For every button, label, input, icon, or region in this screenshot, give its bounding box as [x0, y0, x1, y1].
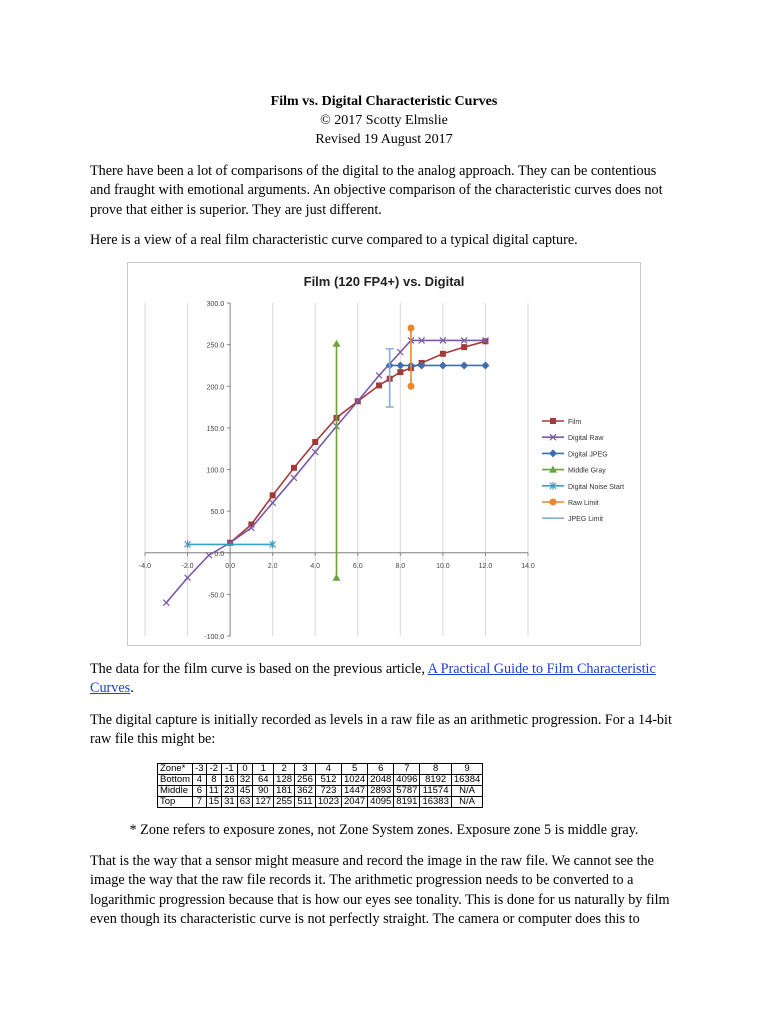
table-cell: 8 — [206, 775, 222, 786]
table-cell: 723 — [315, 786, 341, 797]
film-point — [461, 344, 467, 350]
legend-label-jpeg-limit: JPEG Limit — [568, 516, 604, 524]
legend-label-film: Film — [568, 419, 582, 426]
film-point — [440, 351, 446, 357]
zone-footnote: * Zone refers to exposure zones, not Zone System zones. Exposure zone 5 is middle gray. — [129, 822, 639, 838]
x-tick-label: 12.0 — [478, 562, 493, 570]
chart-svg — [128, 263, 640, 645]
x-tick-label: 0.0 — [225, 562, 235, 570]
legend-label-digital-noise-start: Digital Noise Start — [568, 483, 625, 491]
table-cell: 4 — [315, 764, 341, 775]
digital-raw-point — [163, 600, 169, 606]
table-cell: 16384 — [451, 775, 482, 786]
table-cell: 8 — [420, 764, 451, 775]
table-cell: 16383 — [420, 797, 451, 808]
table-row — [158, 786, 483, 797]
y-tick-label: -50.0 — [208, 592, 225, 600]
legend-label-digital-raw: Digital Raw — [568, 435, 604, 443]
series-digital-jpeg — [386, 361, 490, 369]
table-cell: 127 — [253, 797, 274, 808]
series-raw-limit — [407, 324, 414, 389]
y-tick-label: 150.0 — [206, 425, 225, 433]
table-cell: 8191 — [394, 797, 420, 808]
table-cell: 511 — [295, 797, 316, 808]
legend-marker-film — [550, 418, 556, 424]
table-cell: 512 — [315, 775, 341, 786]
table-cell: 9 — [451, 764, 482, 775]
table-cell: 4095 — [368, 797, 394, 808]
table-cell: 255 — [274, 797, 295, 808]
table-cell: N/A — [451, 786, 482, 797]
raw-limit-point — [407, 324, 414, 331]
practical-guide-link[interactable]: A Practical Guide to Film Characteristic Curves — [90, 661, 656, 697]
table-cell: 1447 — [342, 786, 368, 797]
x-tick-label: 14.0 — [521, 562, 535, 570]
zone-levels-table — [157, 763, 483, 808]
table-cell: -3 — [193, 764, 206, 775]
table-cell: 45 — [237, 786, 253, 797]
film-point — [312, 439, 318, 445]
table-cell: 3 — [295, 764, 316, 775]
x-tick-label: 8.0 — [395, 562, 406, 570]
series-middle-gray — [333, 340, 341, 581]
digital-jpeg-point — [439, 361, 447, 369]
table-row — [158, 797, 483, 808]
table-cell: 7 — [193, 797, 206, 808]
table-cell: 0 — [237, 764, 253, 775]
table-cell: 5 — [342, 764, 368, 775]
data-source-end: . — [130, 680, 134, 697]
digital-raw-point — [376, 372, 382, 378]
table-cell: 128 — [274, 775, 295, 786]
digital-jpeg-point — [396, 361, 404, 369]
y-tick-label: -100.0 — [204, 634, 225, 641]
row-label-cell: Middle — [158, 786, 193, 797]
table-cell: 5787 — [394, 786, 420, 797]
digital-jpeg-point — [481, 361, 489, 369]
table-cell: -2 — [206, 764, 222, 775]
film-point — [397, 369, 403, 375]
table-cell: 1 — [253, 764, 274, 775]
x-tick-label: 6.0 — [352, 562, 363, 570]
x-tick-label: 10.0 — [436, 562, 450, 570]
table-cell: -1 — [222, 764, 238, 775]
table-cell: 8192 — [420, 775, 451, 786]
table-cell: N/A — [451, 797, 482, 808]
legend-label-middle-gray: Middle Gray — [568, 467, 606, 475]
x-tick-label: 2.0 — [267, 562, 278, 570]
table-cell: 7 — [394, 764, 420, 775]
data-source-text: The data for the film curve is based on the previous article, — [90, 661, 428, 677]
document-header — [0, 92, 768, 149]
table-cell: 362 — [295, 786, 316, 797]
row-label-cell: Zone* — [158, 764, 193, 775]
table-cell: 4 — [193, 775, 206, 786]
table-cell: 4096 — [394, 775, 420, 786]
table-cell: 90 — [253, 786, 274, 797]
table-cell: 2047 — [342, 797, 368, 808]
table-cell: 32 — [237, 775, 253, 786]
view-paragraph: Here is a view of a real film characteristic curve compared to a typical digital capture. — [90, 232, 578, 248]
table-cell: 181 — [274, 786, 295, 797]
y-tick-label: 300.0 — [206, 301, 225, 308]
y-tick-label: 100.0 — [206, 467, 225, 475]
y-tick-label: 200.0 — [206, 384, 225, 392]
table-cell: 15 — [206, 797, 222, 808]
table-cell: 11 — [206, 786, 222, 797]
intro-paragraph: There have been a lot of comparisons of the digital to the analog approach. They can be contentious and fraught with emotional arguments. An objective comparison of the characteristic curves does not prove that either is superior. They are just different. — [90, 163, 663, 218]
table-header-row — [158, 764, 483, 775]
y-tick-label: 0.0 — [214, 550, 225, 558]
y-tick-label: 50.0 — [210, 509, 225, 517]
x-tick-label: 4.0 — [310, 562, 321, 570]
table-cell: 256 — [295, 775, 316, 786]
table-cell: 2893 — [368, 786, 394, 797]
table-cell: 23 — [222, 786, 238, 797]
table-cell: 2 — [274, 764, 295, 775]
y-tick-label: 250.0 — [206, 342, 225, 350]
x-tick-label: -4.0 — [138, 562, 152, 570]
data-source-paragraph — [90, 660, 680, 699]
chart-title: Film (120 FP4+) vs. Digital — [303, 274, 465, 289]
raw-limit-point — [407, 383, 414, 390]
table-cell: 63 — [237, 797, 253, 808]
table-row — [158, 775, 483, 786]
revised-date: Revised 19 August 2017 — [315, 132, 453, 147]
legend-label-digital-jpeg: Digital JPEG — [568, 451, 608, 459]
digital-raw-point — [291, 475, 297, 481]
film-point — [376, 382, 382, 388]
table-cell: 16 — [222, 775, 238, 786]
legend-marker-raw-limit — [550, 499, 557, 506]
table-cell: 11574 — [420, 786, 451, 797]
film-point — [291, 465, 297, 471]
legend-label-raw-limit: Raw Limit — [568, 500, 599, 507]
copyright-line: © 2017 Scotty Elmslie — [320, 113, 448, 128]
legend-marker-digital-jpeg — [549, 449, 557, 457]
x-tick-label: -2.0 — [181, 562, 194, 570]
table-cell: 64 — [253, 775, 274, 786]
table-cell: 6 — [193, 786, 206, 797]
middle-gray-point — [333, 340, 341, 347]
digital-jpeg-point — [460, 361, 468, 369]
table-cell: 31 — [222, 797, 238, 808]
row-label-cell: Bottom — [158, 775, 193, 786]
row-label-cell: Top — [158, 797, 193, 808]
table-cell: 2048 — [368, 775, 394, 786]
middle-gray-point — [333, 574, 341, 581]
document-title: Film vs. Digital Characteristic Curves — [270, 94, 498, 109]
sensor-paragraph: That is the way that a sensor might measure and record the image in the raw file. We cannot see the image the way that the raw file records it. The arithmetic progression needs to be converted to a logarithmic progression because that is how our eyes see tonality. This is done for us naturally by film even though its characteristic curve is not perfectly straight. The camera or computer does this to — [90, 853, 670, 927]
table-cell: 1024 — [342, 775, 368, 786]
table-cell: 6 — [368, 764, 394, 775]
characteristic-curve-chart — [127, 262, 641, 646]
table-cell: 1023 — [315, 797, 341, 808]
digital-capture-paragraph: The digital capture is initially recorded as levels in a raw file as an arithmetic progression. For a 14-bit raw file this might be: — [90, 712, 672, 748]
film-point — [270, 492, 276, 498]
